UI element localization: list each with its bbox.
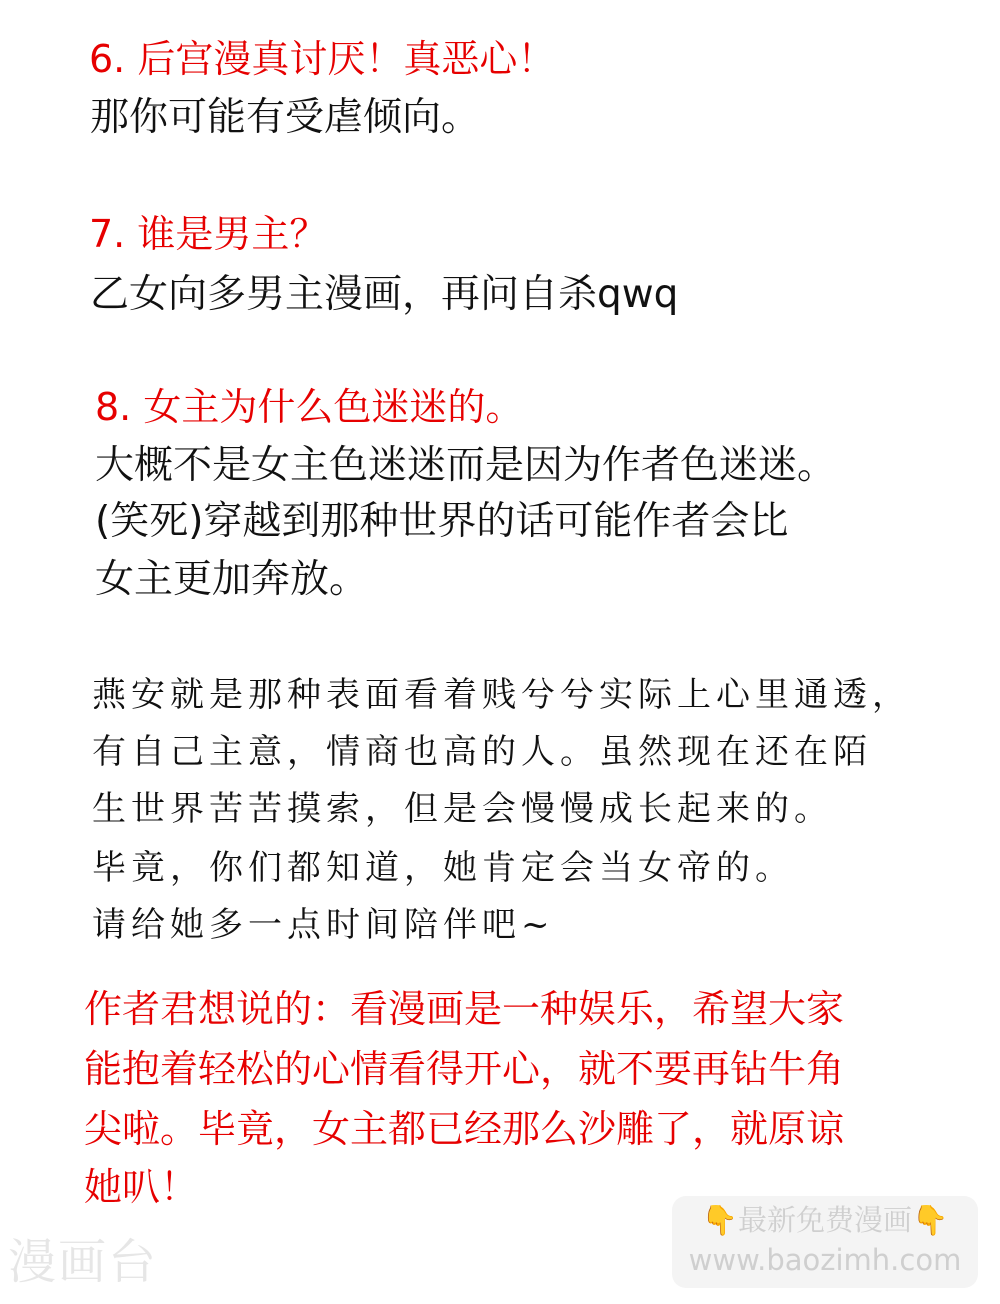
faq-answer-8-line-1: 大概不是女主色迷迷而是因为作者色迷迷。 — [95, 443, 837, 488]
character-note-line-2: 有自己主意，情商也高的人。虽然现在还在陌 — [92, 732, 872, 772]
author-note-line-1: 作者君想说的：看漫画是一种娱乐，希望大家 — [84, 987, 845, 1031]
source-badge[interactable] — [672, 1196, 978, 1288]
character-note-line-1: 燕安就是那种表面看着贱兮兮实际上心里通透， — [92, 675, 911, 715]
watermark-logo: 漫画台 — [8, 1234, 159, 1290]
badge-title-text: 最新免费漫画 — [737, 1203, 912, 1237]
badge-title — [672, 1203, 978, 1237]
pointing-down-icon: 👇 — [912, 1203, 949, 1237]
faq-answer-8-line-2: (笑死)穿越到那种世界的话可能作者会比 — [95, 499, 789, 544]
character-note-line-4: 毕竟，你们都知道，她肯定会当女帝的。 — [92, 848, 794, 888]
faq-answer-6: 那你可能有受虐倾向。 — [90, 95, 481, 140]
character-note-line-5: 请给她多一点时间陪伴吧~ — [92, 905, 555, 945]
faq-answer-8-line-3: 女主更加奔放。 — [95, 557, 369, 602]
faq-question-7: 7. 谁是男主？ — [89, 212, 328, 256]
author-note-line-3: 尖啦。毕竟，女主都已经那么沙雕了，就原谅 — [84, 1107, 845, 1151]
author-note-line-2: 能抱着轻松的心情看得开心，就不要再钻牛角 — [84, 1047, 845, 1091]
faq-answer-7: 乙女向多男主漫画，再问自杀qwq — [90, 272, 679, 317]
faq-question-6: 6. 后宫漫真讨厌！真恶心！ — [89, 37, 556, 81]
badge-url[interactable]: www.baozimh.com — [688, 1243, 962, 1277]
pointing-down-icon: 👇 — [701, 1203, 738, 1237]
author-note-line-4: 她叭！ — [84, 1165, 199, 1209]
faq-question-8: 8. 女主为什么色迷迷的。 — [95, 385, 524, 429]
character-note-line-3: 生世界苦苦摸索，但是会慢慢成长起来的。 — [92, 789, 833, 829]
